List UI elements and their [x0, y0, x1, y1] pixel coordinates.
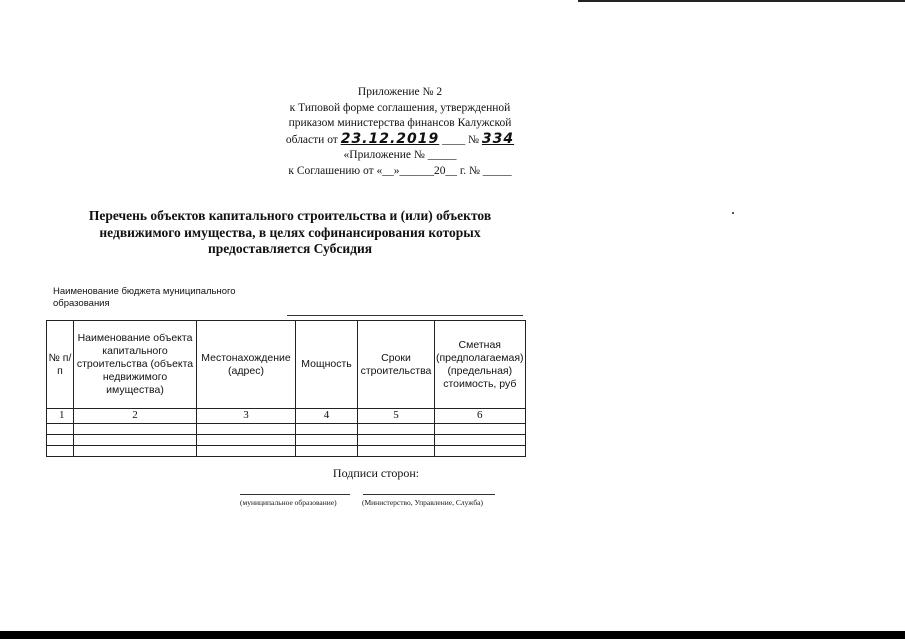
column-number: 5	[358, 409, 435, 424]
appendix-line-3: приказом министерства финансов Калужской	[288, 117, 512, 129]
scan-top-edge	[578, 0, 905, 2]
left-signature-line	[240, 494, 350, 495]
header-location: Местонахождение (адрес)	[197, 321, 296, 409]
table-header-row	[47, 321, 526, 409]
table-cell	[74, 446, 197, 457]
table-cell	[197, 446, 296, 457]
signatures-title: Подписи сторон:	[332, 466, 420, 480]
table-cell	[47, 446, 74, 457]
budget-name-label	[53, 286, 273, 310]
table-cell	[47, 424, 74, 435]
table-row	[47, 435, 526, 446]
appendix-line-4	[270, 132, 530, 149]
budget-line-2: образования	[53, 298, 110, 309]
document-title	[70, 208, 510, 258]
header-number: № п/п	[47, 321, 74, 409]
appendix-line-2: к Типовой форме соглашения, утвержденной	[289, 101, 511, 114]
table-cell	[47, 435, 74, 446]
appendix-date-prefix: области от	[285, 133, 338, 146]
table-cell	[74, 424, 197, 435]
table-number-row	[47, 409, 526, 424]
handwritten-date: 23.12.2019	[340, 130, 440, 147]
table-cell	[197, 435, 296, 446]
scan-bottom-edge	[0, 631, 905, 639]
header-object-name: Наименование объекта капитального строительства (объекта недвижимого имущества)	[74, 321, 197, 409]
title-line-3: предоставляется Субсидия	[207, 241, 373, 256]
appendix-line-5: «Приложение № _____	[343, 149, 457, 161]
title-line-2: недвижимого имущества, в целях софинансирования которых	[99, 224, 481, 240]
table-cell	[74, 435, 197, 446]
table-cell	[358, 424, 435, 435]
table-cell	[435, 446, 526, 457]
table-cell	[197, 424, 296, 435]
title-line-1: Перечень объектов капитального строительства и (или) объектов	[88, 208, 492, 223]
appendix-number-prefix: ____ №	[442, 133, 480, 146]
column-number: 4	[296, 409, 358, 424]
column-number: 1	[47, 409, 74, 424]
handwritten-number: 334	[481, 130, 515, 147]
appendix-line-6: к Соглашению от «__»______20__ г. № _____	[288, 164, 512, 177]
table-cell	[435, 424, 526, 435]
right-signature-line	[363, 494, 495, 495]
table-cell	[435, 435, 526, 446]
column-number: 2	[74, 409, 197, 424]
table-cell	[296, 424, 358, 435]
table-row	[47, 424, 526, 435]
scan-speck	[732, 212, 734, 214]
header-estimated-cost: Сметная (предполагаемая) (предельная) стоимость, руб	[435, 321, 526, 409]
table-cell	[358, 446, 435, 457]
table-cell	[358, 435, 435, 446]
budget-name-field-line	[287, 315, 523, 316]
header-construction-period: Сроки строительства	[358, 321, 435, 409]
appendix-line-1: Приложение № 2	[357, 86, 443, 98]
table-cell	[296, 435, 358, 446]
right-signature-label: (Министерство, Управление, Служба)	[362, 498, 483, 507]
table-cell	[296, 446, 358, 457]
table-row	[47, 446, 526, 457]
objects-table	[46, 320, 526, 457]
appendix-header	[270, 85, 530, 179]
header-capacity: Мощность	[296, 321, 358, 409]
budget-line-1: Наименование бюджета муниципального	[53, 286, 236, 297]
column-number: 6	[435, 409, 526, 424]
column-number: 3	[197, 409, 296, 424]
left-signature-label: (муниципальное образование)	[240, 498, 337, 507]
